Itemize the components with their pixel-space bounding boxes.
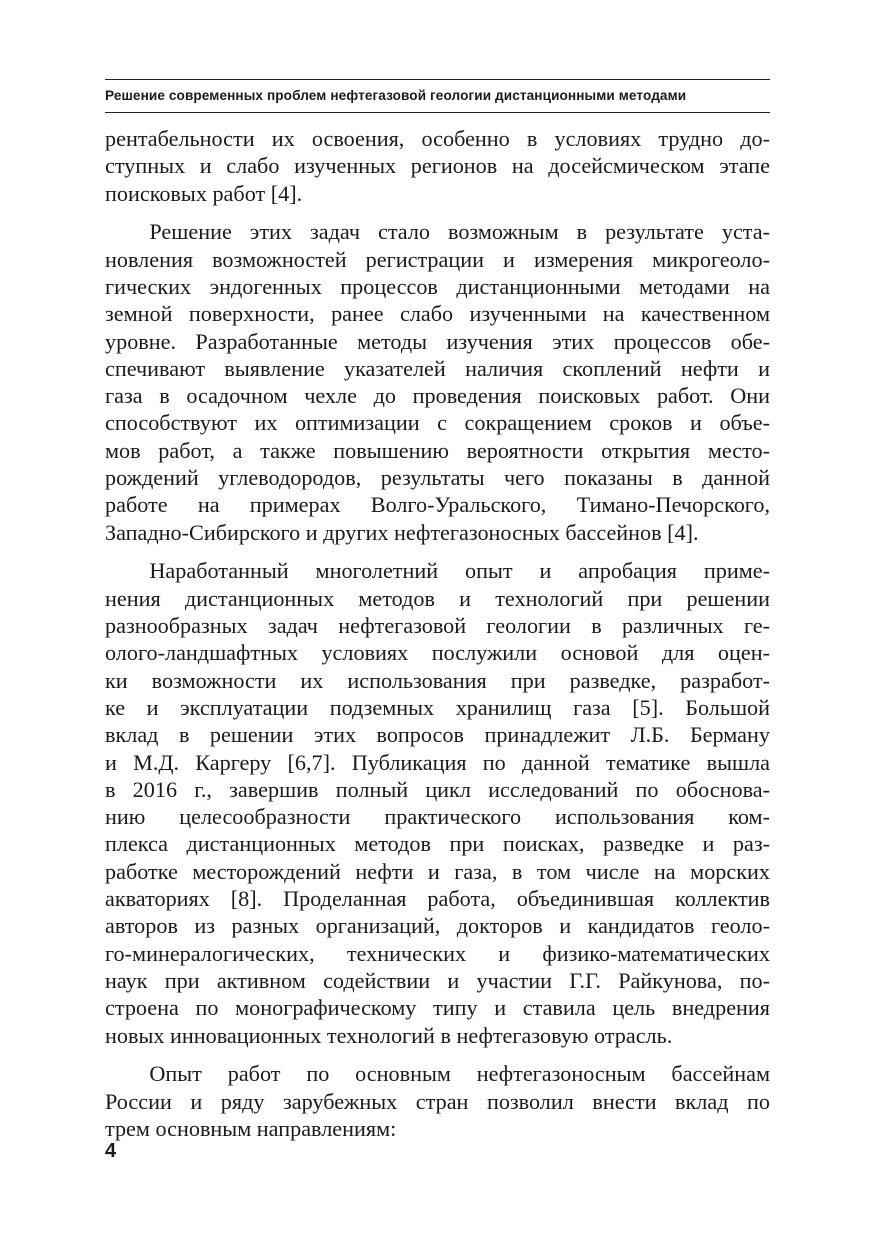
paragraph-4 [105, 1060, 770, 1142]
text-line: уровне. Разработанные методы изучения этих процессов обе- [105, 328, 770, 354]
text-line: ступных и слабо изученных регионов на досейсмическом этапе [105, 153, 770, 179]
text-line: поисковых работ [4]. [105, 180, 303, 206]
text-line: работе на примерах Волго-Уральского, Тимано-Печорского, [105, 492, 770, 518]
text-line: в 2016 г., завершив полный цикл исследований по обоснова- [105, 776, 770, 802]
text-line: рентабельности их освоения, особенно в условиях трудно до- [105, 126, 770, 151]
text-line: авторов из разных организаций, докторов и кандидатов геоло- [105, 913, 770, 939]
text-line: разнообразных задач нефтегазовой геологии в различных ге- [105, 613, 770, 639]
body-text [105, 125, 770, 1154]
text-line: новых инновационных технологий в нефтегазовую отрасль. [105, 1022, 673, 1048]
text-line: Западно-Сибирского и других нефтегазоносных бассейнов [4]. [105, 519, 699, 545]
text-line: Опыт работ по основным нефтегазоносным бассейнам [105, 1061, 770, 1087]
text-line: спечивают выявление указателей наличия скоплений нефти и [105, 355, 770, 381]
text-line: ки возможности их использования при разведке, разработ- [105, 667, 770, 693]
text-line: вклад в решении этих вопросов принадлежит Л.Б. Берману [105, 722, 770, 748]
text-line: мов работ, а также повышению вероятности открытия место- [105, 437, 770, 463]
text-line: способствуют их оптимизации с сокращением сроков и объе- [105, 410, 770, 436]
text-line: наук при активном содействии и участии Г.Г. Райкунова, по- [105, 967, 770, 993]
text-line: и М.Д. Каргеру [6,7]. Публикация по данной тематике вышла [105, 749, 770, 775]
running-header [105, 79, 770, 113]
paragraph-2 [105, 218, 770, 546]
text-line: нию целесообразности практического использования ком- [105, 804, 770, 830]
paragraph-1 [105, 125, 770, 207]
text-line: Решение этих задач стало возможным в результате уста- [105, 219, 770, 245]
text-line: работке месторождений нефти и газа, в том числе на морских [105, 858, 770, 884]
text-line: Наработанный многолетний опыт и апробация приме- [105, 558, 770, 584]
paragraph-3 [105, 557, 770, 1048]
text-line: олого-ландшафтных условиях послужили основой для оцен- [105, 640, 770, 666]
text-line: трем основным направлениям: [105, 1115, 397, 1141]
text-line: плекса дистанционных методов при поисках, разведке и раз- [105, 831, 770, 857]
text-line: нения дистанционных методов и технологий при решении [105, 585, 770, 611]
text-line: рождений углеводородов, результаты чего показаны в данной [105, 465, 770, 491]
text-line: новления возможностей регистрации и измерения микрогеоло- [105, 246, 770, 272]
page-number: 4 [105, 1140, 117, 1162]
text-line: го-минералогических, технических и физико-математических [105, 940, 770, 966]
running-header-title: Решение современных проблем нефтегазовой геологии дистанционными методами [105, 88, 687, 103]
text-line: ке и эксплуатации подземных хранилищ газа [5]. Большой [105, 694, 770, 720]
text-line: акваториях [8]. Проделанная работа, объединившая коллектив [105, 886, 770, 912]
text-line: газа в осадочном чехле до проведения поисковых работ. Они [105, 383, 770, 409]
text-line: России и ряду зарубежных стран позволил внести вклад по [105, 1088, 770, 1114]
text-line: земной поверхности, ранее слабо изученными на качественном [105, 301, 770, 327]
text-line: гических эндогенных процессов дистанционными методами на [105, 273, 770, 299]
text-line: строена по монографическому типу и ставила цель внедрения [105, 995, 770, 1021]
